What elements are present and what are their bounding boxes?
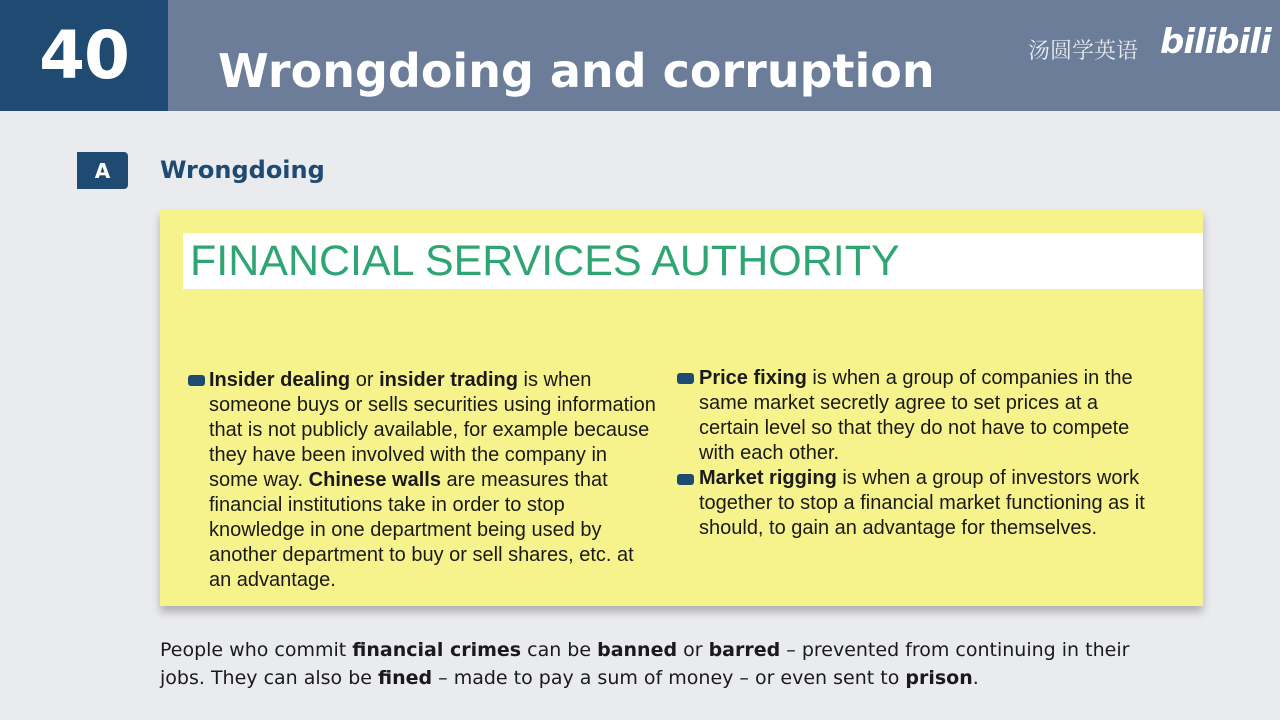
- text: are measures that financial institutions take in order to stop knowledge in one department being used by another department to buy or sell shares, etc. at an advantage.: [209, 469, 634, 591]
- panel-heading: FINANCIAL SERVICES AUTHORITY: [190, 237, 900, 285]
- price-fixing-paragraph: [699, 366, 1154, 466]
- term-fined: fined: [378, 667, 433, 689]
- page-title: Wrongdoing and corruption: [218, 44, 935, 98]
- text: is when a group of companies in the same market secretly agree to set prices at a certain level so that they do not have to compete with each other.: [699, 367, 1133, 464]
- text: can be: [521, 639, 598, 661]
- unit-number: 40: [0, 0, 168, 111]
- text: or: [350, 369, 380, 391]
- right-column: [699, 366, 1154, 541]
- bullet-icon: [188, 375, 205, 386]
- term-prison: prison: [905, 667, 973, 689]
- insider-dealing-paragraph: [209, 368, 659, 593]
- text: – prevented from continuing in their jobs. They can also be: [160, 639, 1130, 689]
- bullet-icon: [677, 474, 694, 485]
- text: or: [677, 639, 709, 661]
- bilibili-logo: bilibili: [1160, 22, 1271, 62]
- section-badge: A: [77, 152, 128, 189]
- term-insider-trading: insider trading: [379, 369, 518, 391]
- text: is when a group of investors work together to stop a financial market functioning as it should, to gain an advantage for themselves.: [699, 467, 1145, 539]
- term-financial-crimes: financial crimes: [352, 639, 522, 661]
- section-title: Wrongdoing: [160, 156, 325, 184]
- footer-paragraph: [160, 636, 1160, 692]
- text: .: [972, 667, 979, 689]
- term-barred: barred: [708, 639, 781, 661]
- term-insider-dealing: Insider dealing: [209, 369, 351, 391]
- bullet-icon: [677, 373, 694, 384]
- term-price-fixing: Price fixing: [699, 367, 807, 389]
- text: is when someone buys or sells securities using information that is not publicly available, for example because they have been involved with the company in some way.: [209, 369, 656, 491]
- term-market-rigging: Market rigging: [699, 467, 837, 489]
- text: – made to pay a sum of money – or even sent to: [432, 667, 906, 689]
- text: People who commit: [160, 639, 353, 661]
- market-rigging-paragraph: [699, 466, 1154, 541]
- term-banned: banned: [597, 639, 678, 661]
- watermark-text: 汤圆学英语: [1028, 39, 1139, 64]
- term-chinese-walls: Chinese walls: [308, 469, 441, 491]
